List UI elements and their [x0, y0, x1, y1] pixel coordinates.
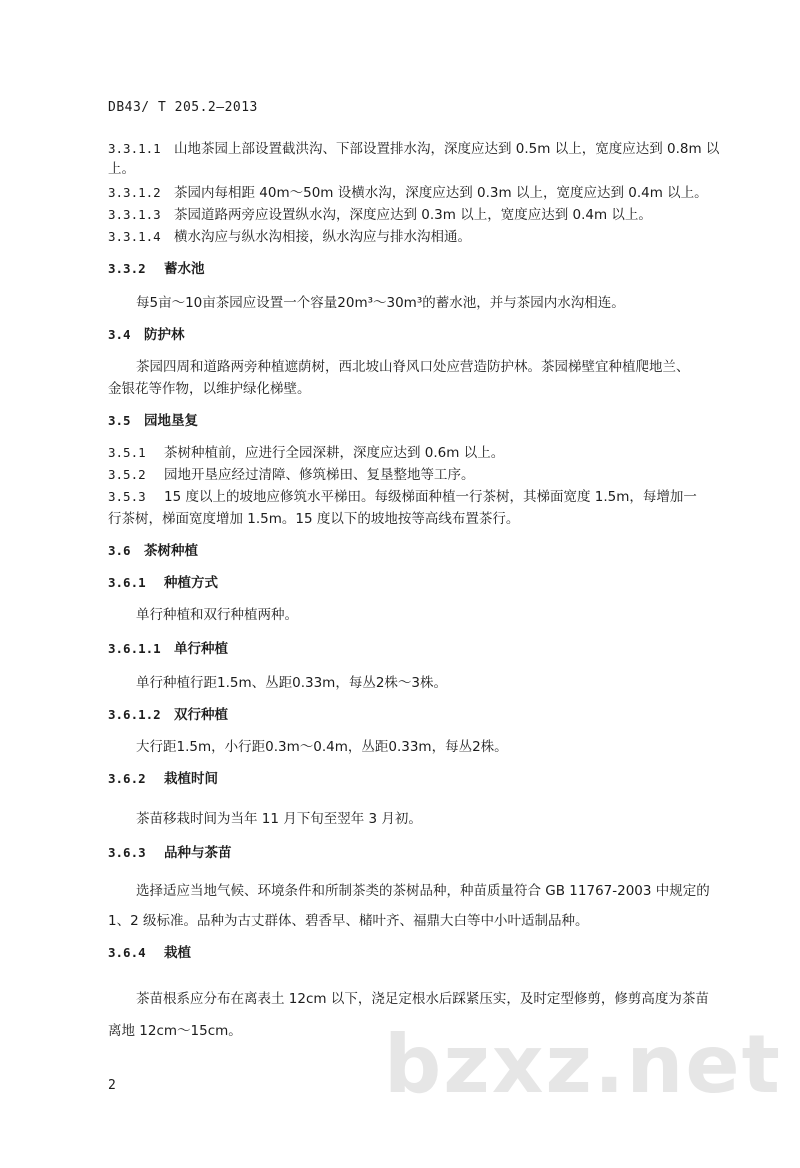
- section-title: 茶树种植: [144, 543, 198, 559]
- section-number: 3.6.4: [108, 945, 146, 960]
- section-heading-3-6-1-1: [108, 640, 228, 658]
- section-heading-3-6-1-2: [108, 706, 228, 724]
- section-heading-3-3-2: [108, 260, 205, 278]
- clause-text: 茶树种植前，应进行全园深耕，深度应达到 0.6m 以上。: [164, 445, 505, 461]
- section-title: 栽植时间: [164, 771, 218, 787]
- paragraph-line: 1、2 级标准。品种为古丈群体、碧香早、槠叶齐、福鼎大白等中小叶适制品种。: [108, 913, 589, 929]
- paragraph-line: 单行种植行距1.5m、丛距0.33m，每丛2株～3株。: [136, 675, 448, 691]
- paragraph-line: 茶苗根系应分布在离表土 12cm 以下，浇足定根水后踩紧压实，及时定型修剪，修剪高度为茶苗: [136, 991, 709, 1007]
- clause-text: 茶园道路两旁应设置纵水沟，深度应达到 0.3m 以上，宽度应达到 0.4m 以上。: [174, 207, 652, 223]
- clause-text: 山地茶园上部设置截洪沟、下部设置排水沟，深度应达到 0.5m 以上，宽度应达到 0.8m 以: [174, 141, 720, 157]
- section-number: 3.6.2: [108, 771, 146, 786]
- watermark-logo: bzxz.net: [384, 1018, 782, 1111]
- section-number: 3.4: [108, 327, 131, 342]
- clause-text: 横水沟应与纵水沟相接，纵水沟应与排水沟相通。: [174, 229, 471, 245]
- section-number: 3.3.2: [108, 261, 146, 276]
- clause-text: 茶园内每相距 40m～50m 设横水沟，深度应达到 0.3m 以上，宽度应达到 0.4m 以上。: [174, 185, 708, 201]
- section-heading-3-6-4: [108, 944, 191, 962]
- paragraph-line: 选择适应当地气候、环境条件和所制茶类的茶树品种，种苗质量符合 GB 11767-2003 中规定的: [136, 883, 710, 899]
- paragraph-line: 每5亩～10亩茶园应设置一个容量20m³～30m³的蓄水池，并与茶园内水沟相连。: [136, 295, 625, 311]
- section-heading-3-5: [108, 412, 198, 430]
- section-heading-3-4: [108, 326, 185, 344]
- section-title: 种植方式: [164, 575, 218, 591]
- clause-number: 3.5.3: [108, 489, 146, 504]
- paragraph-line: 离地 12cm～15cm。: [108, 1023, 242, 1039]
- paragraph-line: 单行种植和双行种植两种。: [136, 607, 298, 623]
- paragraph-line: 茶园四周和道路两旁种植遮荫树，西北坡山脊风口处应营造防护林。茶园梯壁宜种植爬地兰、: [136, 359, 690, 375]
- clause-number: 3.3.1.3: [108, 207, 161, 222]
- paragraph-line: 金银花等作物，以维护绿化梯壁。: [108, 381, 311, 397]
- section-number: 3.6.3: [108, 845, 146, 860]
- clause-text: 15 度以上的坡地应修筑水平梯田。每级梯面种植一行茶树，其梯面宽度 1.5m，每增加一: [164, 489, 697, 505]
- page-number: 2: [108, 1078, 116, 1093]
- section-title: 单行种植: [174, 641, 228, 657]
- clause-number: 3.3.1.4: [108, 229, 161, 244]
- section-title: 防护林: [144, 327, 185, 343]
- clause-number: 3.5.1: [108, 445, 146, 460]
- clause-text: 园地开垦应经过清障、修筑梯田、复垦整地等工序。: [164, 467, 475, 483]
- standard-code-header: DB43/ T 205.2—2013: [108, 100, 258, 115]
- section-number: 3.6.1.2: [108, 707, 161, 722]
- clause-3-3-1-3: [108, 206, 652, 224]
- section-heading-3-6-2: [108, 770, 218, 788]
- section-heading-3-6-3: [108, 844, 232, 862]
- clause-3-3-1-1: [108, 140, 719, 158]
- clause-3-3-1-2: [108, 184, 708, 202]
- section-title: 双行种植: [174, 707, 228, 723]
- section-heading-3-6-1: [108, 574, 218, 592]
- section-number: 3.6.1: [108, 575, 146, 590]
- paragraph-line: 上。: [108, 161, 135, 177]
- paragraph-line: 行茶树，梯面宽度增加 1.5m。15 度以下的坡地按等高线布置茶行。: [108, 511, 520, 527]
- clause-number: 3.3.1.2: [108, 185, 161, 200]
- section-number: 3.6.1.1: [108, 641, 161, 656]
- section-heading-3-6: [108, 542, 198, 560]
- clause-number: 3.5.2: [108, 467, 146, 482]
- section-title: 栽植: [164, 945, 191, 961]
- section-title: 蓄水池: [164, 261, 205, 277]
- clause-number: 3.3.1.1: [108, 141, 161, 156]
- paragraph-line: 大行距1.5m，小行距0.3m～0.4m，丛距0.33m，每丛2株。: [136, 739, 508, 755]
- section-title: 园地垦复: [144, 413, 198, 429]
- paragraph-line: 茶苗移栽时间为当年 11 月下旬至翌年 3 月初。: [136, 811, 422, 827]
- section-number: 3.6: [108, 543, 131, 558]
- clause-3-5-2: [108, 466, 475, 484]
- clause-3-5-1: [108, 444, 504, 462]
- section-title: 品种与茶苗: [164, 845, 232, 861]
- clause-3-5-3: [108, 488, 697, 506]
- clause-3-3-1-4: [108, 228, 471, 246]
- section-number: 3.5: [108, 413, 131, 428]
